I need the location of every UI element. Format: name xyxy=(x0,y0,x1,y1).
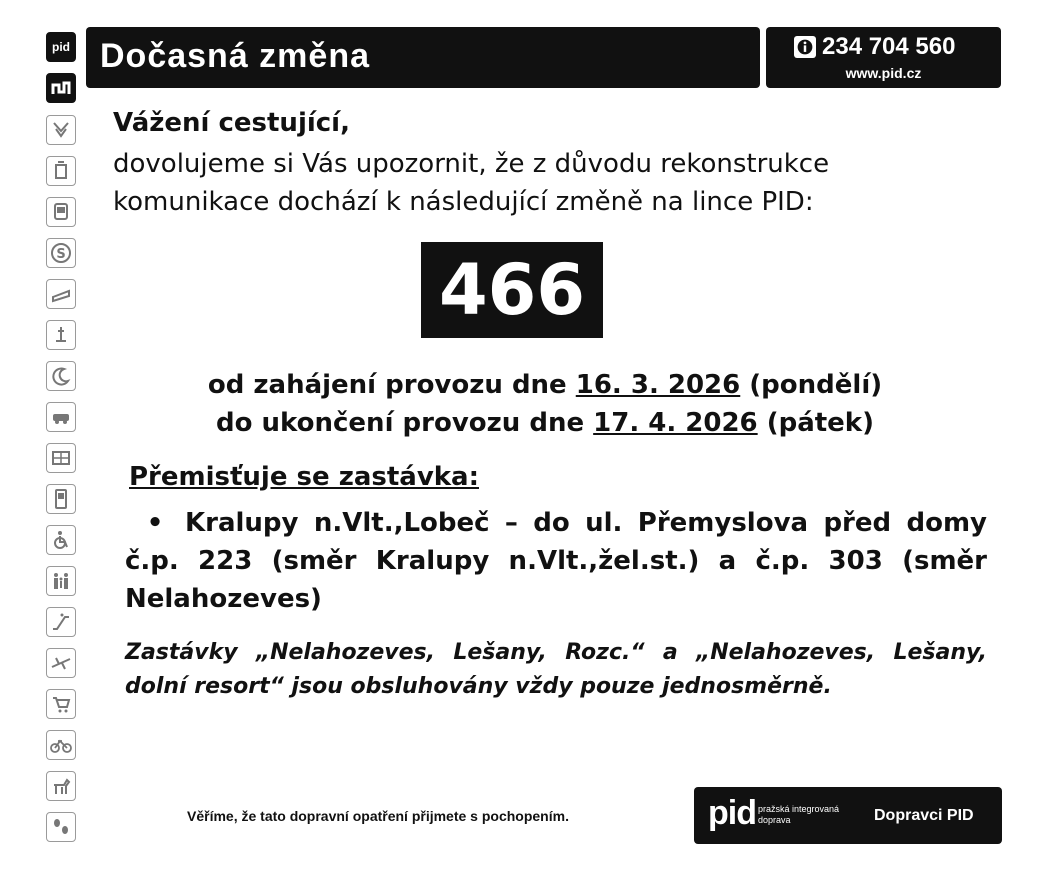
airplane-icon xyxy=(46,648,76,678)
to-date: 17. 4. 2026 xyxy=(593,408,758,438)
info-icon xyxy=(794,36,816,58)
pid-logo-icon: pid xyxy=(46,32,76,62)
line-number: 466 xyxy=(438,249,586,331)
tram-icon xyxy=(46,156,76,186)
train-icon xyxy=(46,279,76,309)
list-item xyxy=(125,504,987,618)
title-bar xyxy=(86,27,760,88)
family-icon xyxy=(46,566,76,596)
dog-icon xyxy=(46,771,76,801)
bus-icon xyxy=(46,197,76,227)
carriers-label: Dopravci PID xyxy=(874,807,974,824)
section-heading: Přemisťuje se zastávka: xyxy=(129,462,479,492)
pid-logo-text: pid xyxy=(708,794,756,832)
phone-icon xyxy=(46,484,76,514)
escalator-icon xyxy=(46,607,76,637)
car-icon xyxy=(46,402,76,432)
line-number-badge xyxy=(421,242,603,338)
funicular-icon xyxy=(46,320,76,350)
metro-icon xyxy=(46,115,76,145)
period-from: od zahájení provozu dne 16. 3. 2026 (pondělí) xyxy=(207,370,883,400)
phone-number: 234 704 560 xyxy=(822,33,956,60)
footprints-icon xyxy=(46,812,76,842)
detour-icon xyxy=(46,73,76,103)
contact-box xyxy=(766,27,1001,88)
validity-period xyxy=(160,366,930,442)
page-title: Dočasná změna xyxy=(100,37,370,75)
bullet-icon: • xyxy=(146,508,164,538)
phone-row xyxy=(794,33,955,61)
stop-change-text: Kralupy n.Vlt.,Lobeč – do ul. Přemyslova před domy č.p. 223 (směr Kralupy n.Vlt.,žel.st.) a č.p. 303 (směr Nelahozeves) xyxy=(125,508,987,614)
website-link[interactable]: www.pid.cz xyxy=(845,65,922,81)
pid-logo-subtitle: pražská integrovaná doprava xyxy=(758,804,840,825)
svg-text:S: S xyxy=(56,247,66,262)
ferry-icon xyxy=(46,238,76,268)
footer-logo xyxy=(694,787,1002,844)
night-icon xyxy=(46,361,76,391)
intro-text: dovolujeme si Vás upozornit, že z důvodu rekonstrukce komunikace dochází k následující změně na lince PID: xyxy=(113,149,830,217)
stroller-icon xyxy=(46,689,76,719)
one-way-note: Zastávky „Nelahozeves, Lešany, Rozc.“ a „Nelahozeves, Lešany, dolní resort“ jsou obsluhovány vždy pouze jednosměrně. xyxy=(125,640,987,699)
period-to: do ukončení provozu dne 17. 4. 2026 (pátek) xyxy=(216,408,874,438)
bicycle-icon xyxy=(46,730,76,760)
table-icon xyxy=(46,443,76,473)
greeting: Vážení cestující, xyxy=(113,108,350,138)
thanks-text: Věříme, že tato dopravní opatření přijmete s pochopením. xyxy=(187,808,569,824)
from-date: 16. 3. 2026 xyxy=(575,370,741,400)
wheelchair-icon xyxy=(46,525,76,555)
